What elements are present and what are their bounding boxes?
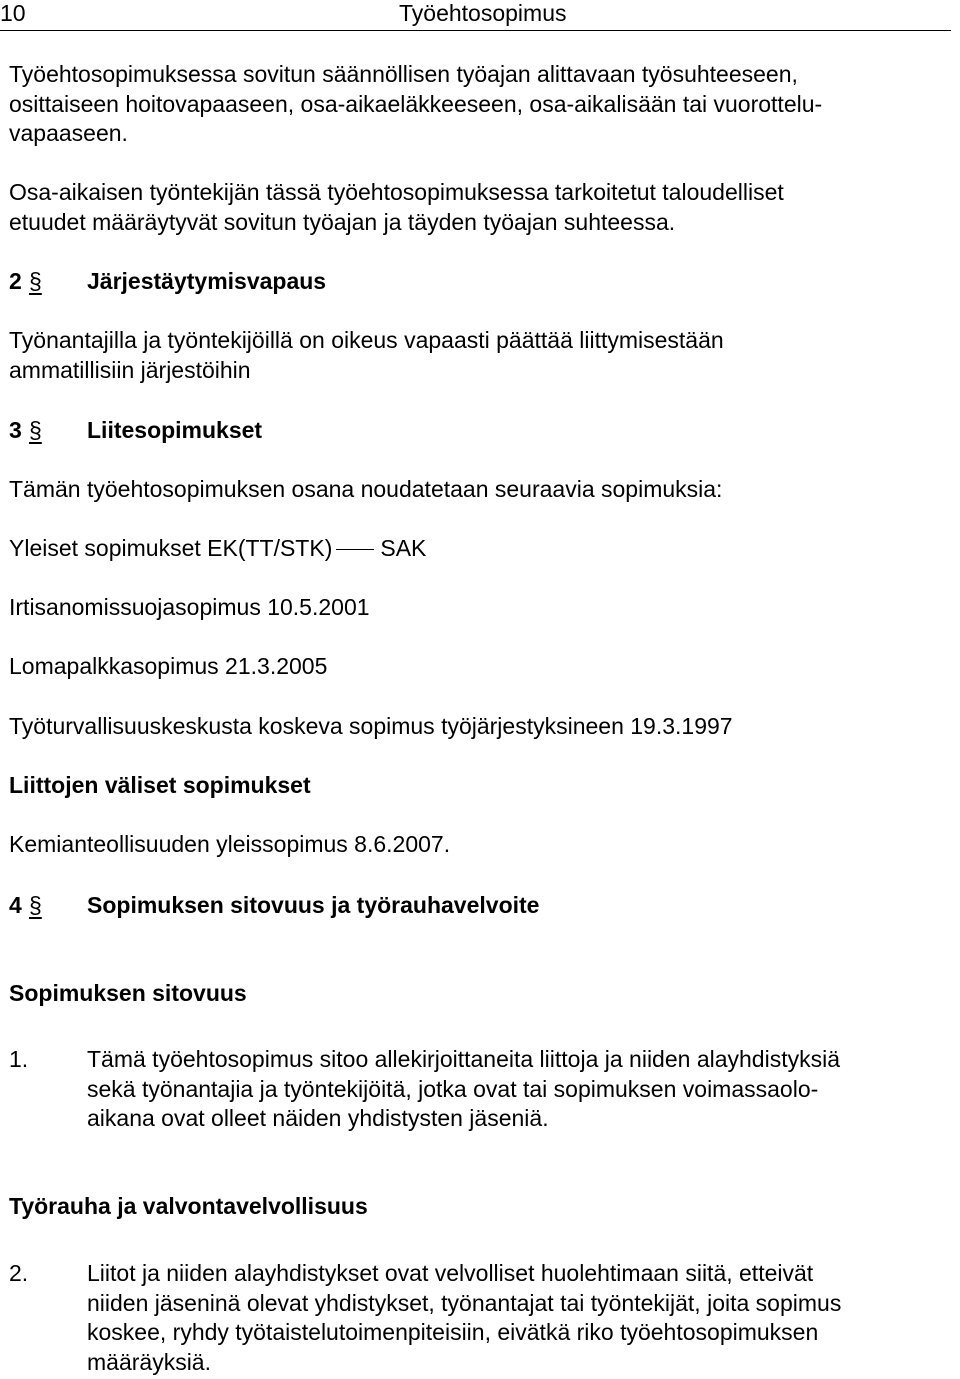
section-2-text bbox=[9, 326, 953, 385]
item-body bbox=[87, 1045, 947, 1134]
text-line: aikana ovat olleet näiden yhdistysten jäseniä. bbox=[87, 1105, 549, 1131]
intro-paragraph-2 bbox=[9, 178, 953, 237]
text-line: etuudet määräytyvät sovitun työajan ja täyden työajan suhteessa. bbox=[9, 208, 676, 235]
section-symbol: § bbox=[29, 892, 42, 918]
text-line: Liitot ja niiden alayhdistykset ovat velvolliset huolehtimaan siitä, etteivät bbox=[87, 1260, 814, 1286]
text-line: ammatillisiin järjestöihin bbox=[9, 356, 251, 383]
item-number: 1. bbox=[9, 1046, 29, 1072]
dash bbox=[336, 549, 374, 551]
item-body bbox=[87, 1259, 947, 1377]
section-3-intro: Tämän työehtosopimuksen osana noudatetaan seuraavia sopimuksia: bbox=[9, 476, 723, 502]
general-agreements-right: SAK bbox=[380, 535, 427, 561]
section-title: Järjestäytymisvapaus bbox=[87, 268, 327, 294]
section-symbol: § bbox=[29, 417, 42, 443]
section-title: Sopimuksen sitovuus ja työrauhavelvoite bbox=[87, 892, 540, 918]
text-line: osittaiseen hoitovapaaseen, osa-aikaeläkkeeseen, osa-aikalisään tai vuorottelu- bbox=[9, 90, 823, 117]
text-line: Osa-aikaisen työntekijän tässä työehtosopimuksessa tarkoitetut taloudelliset bbox=[9, 179, 784, 205]
agreement-item: Työturvallisuuskeskusta koskeva sopimus työjärjestyksineen 19.3.1997 bbox=[9, 713, 733, 739]
section-symbol: § bbox=[29, 268, 42, 294]
general-agreements-left: Yleiset sopimukset EK(TT/STK) bbox=[9, 535, 333, 561]
subheading-binding: Sopimuksen sitovuus bbox=[9, 980, 247, 1006]
agreement-item: Lomapalkkasopimus 21.3.2005 bbox=[9, 653, 328, 679]
text-line: määräyksiä. bbox=[87, 1348, 211, 1375]
section-title: Liitesopimukset bbox=[87, 417, 263, 443]
union-agreement-item: Kemianteollisuuden yleissopimus 8.6.2007. bbox=[9, 831, 451, 857]
text-line: Tämä työehtosopimus sitoo allekirjoittaneita liittoja ja niiden alayhdistyksiä bbox=[87, 1046, 840, 1072]
section-number: 3 bbox=[9, 417, 22, 443]
numbered-item-1 bbox=[9, 1045, 953, 1135]
intro-paragraph-1 bbox=[9, 60, 953, 149]
numbered-item-2 bbox=[9, 1259, 953, 1379]
union-agreements-heading: Liittojen väliset sopimukset bbox=[9, 772, 311, 798]
page-header bbox=[0, 0, 951, 31]
text-line: Työehtosopimuksessa sovitun säännöllisen työajan alittavaan työsuhteeseen, bbox=[9, 61, 798, 87]
text-line: koskee, ryhdy työtaistelutoimenpiteisiin, eivätkä riko työehtosopimuksen bbox=[87, 1319, 819, 1345]
text-line: niiden jäseninä olevat yhdistykset, työnantajat tai työntekijät, joita sopimus bbox=[87, 1289, 842, 1316]
general-agreements-line bbox=[9, 534, 953, 564]
item-number: 2. bbox=[9, 1260, 29, 1286]
text-line: vapaaseen. bbox=[9, 120, 128, 146]
text-line: Työnantajilla ja työntekijöillä on oikeus vapaasti päättää liittymisestään bbox=[9, 327, 724, 353]
text-line: sekä työnantajia ja työntekijöitä, jotka ovat tai sopimuksen voimassaolo- bbox=[87, 1075, 819, 1102]
running-title: Työehtosopimus bbox=[399, 0, 567, 26]
section-number: 4 bbox=[9, 892, 22, 918]
page-number: 10 bbox=[0, 0, 26, 26]
section-number: 2 bbox=[9, 268, 22, 294]
agreement-item: Irtisanomissuojasopimus 10.5.2001 bbox=[9, 594, 370, 620]
subheading-industrial-peace: Työrauha ja valvontavelvollisuus bbox=[9, 1193, 368, 1219]
